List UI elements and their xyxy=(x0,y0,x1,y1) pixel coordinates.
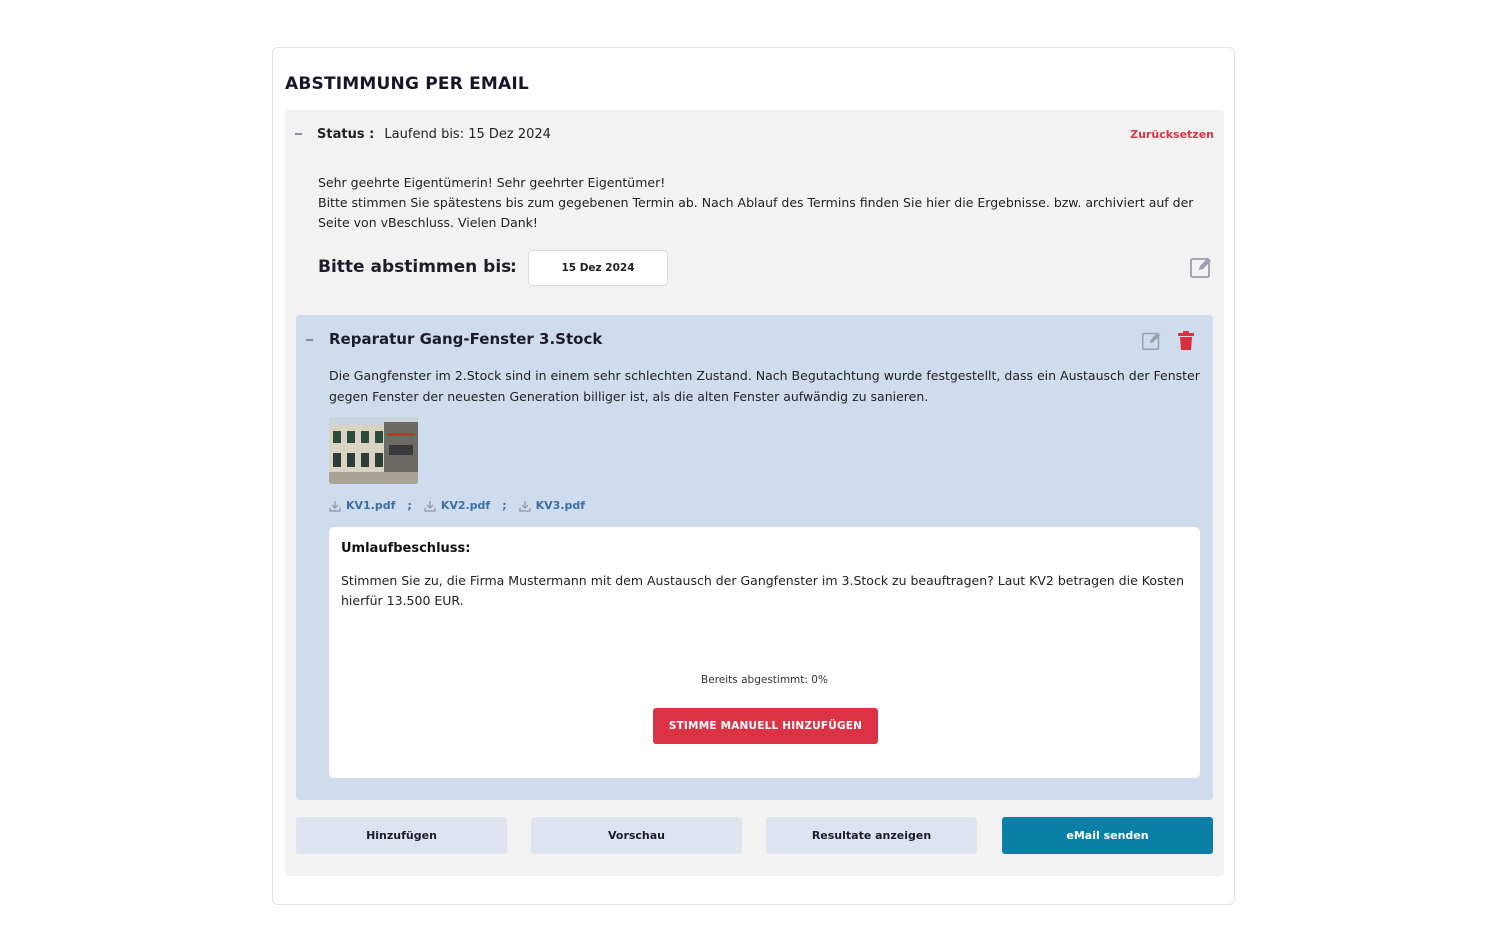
status-value: Laufend bis: 15 Dez 2024 xyxy=(384,127,551,142)
card-title: ABSTIMMUNG PER EMAIL xyxy=(285,74,529,94)
status-label: Status : xyxy=(317,127,375,142)
download-icon xyxy=(519,500,531,512)
resolution-box xyxy=(329,527,1200,778)
intro-line-1: Sehr geehrte Eigentümerin! Sehr geehrter Eigentümer! xyxy=(318,175,666,190)
file-separator: ; xyxy=(407,499,412,512)
edit-icon[interactable] xyxy=(1189,255,1213,279)
intro-text xyxy=(318,173,1208,233)
deadline-colon: : xyxy=(510,257,517,277)
deadline-date-field[interactable]: 15 Dez 2024 xyxy=(528,250,668,286)
agenda-item xyxy=(296,315,1213,800)
deadline-label: Bitte abstimmen bis xyxy=(318,257,512,277)
file-link-kv2[interactable] xyxy=(424,499,490,512)
preview-button[interactable]: Vorschau xyxy=(531,817,742,854)
voting-panel xyxy=(285,110,1224,876)
attachment-list xyxy=(329,499,585,512)
resolution-title: Umlaufbeschluss: xyxy=(341,541,471,556)
item-title: Reparatur Gang-Fenster 3.Stock xyxy=(329,330,603,348)
download-icon xyxy=(329,500,341,512)
file-link-kv1[interactable] xyxy=(329,499,395,512)
collapse-icon[interactable] xyxy=(306,339,313,341)
reset-link[interactable]: Zurücksetzen xyxy=(1130,128,1214,141)
file-separator: ; xyxy=(502,499,507,512)
download-icon xyxy=(424,500,436,512)
collapse-icon[interactable] xyxy=(295,133,302,135)
file-name: KV3.pdf xyxy=(535,499,586,512)
file-link-kv3[interactable] xyxy=(519,499,585,512)
vote-progress-text: Bereits abgestimmt: 0% xyxy=(701,674,828,686)
show-results-button[interactable]: Resultate anzeigen xyxy=(766,817,977,854)
intro-line-2: Bitte stimmen Sie spätestens bis zum gegebenen Termin ab. Nach Ablauf des Termins finden Sie hier die Ergebnisse. bzw. archiviert auf der Seite von vBeschluss. Vielen Dank! xyxy=(318,195,1194,230)
add-manual-vote-button[interactable]: STIMME MANUELL HINZUFÜGEN xyxy=(653,708,878,744)
add-button[interactable]: Hinzufügen xyxy=(296,817,507,854)
status-row xyxy=(317,127,551,142)
edit-icon[interactable] xyxy=(1141,330,1162,351)
resolution-text: Stimmen Sie zu, die Firma Mustermann mit dem Austausch der Gangfenster im 3.Stock zu beauftragen? Laut KV2 betragen die Kosten hierfür 13.500 EUR. xyxy=(341,573,1184,608)
building-photo[interactable] xyxy=(329,417,418,484)
trash-icon[interactable] xyxy=(1178,331,1194,350)
voting-card xyxy=(272,47,1235,905)
file-name: KV2.pdf xyxy=(440,499,491,512)
file-name: KV1.pdf xyxy=(346,499,396,512)
send-email-button[interactable]: eMail senden xyxy=(1002,817,1213,854)
action-bar xyxy=(296,817,1213,854)
item-description: Die Gangfenster im 2.Stock sind in einem sehr schlechten Zustand. Nach Begutachtung wurde festgestellt, dass ein Austausch der Fenster gegen Fenster der neuesten Generation billiger ist, als die alten Fenster aufwändig zu sanieren. xyxy=(329,368,1200,404)
